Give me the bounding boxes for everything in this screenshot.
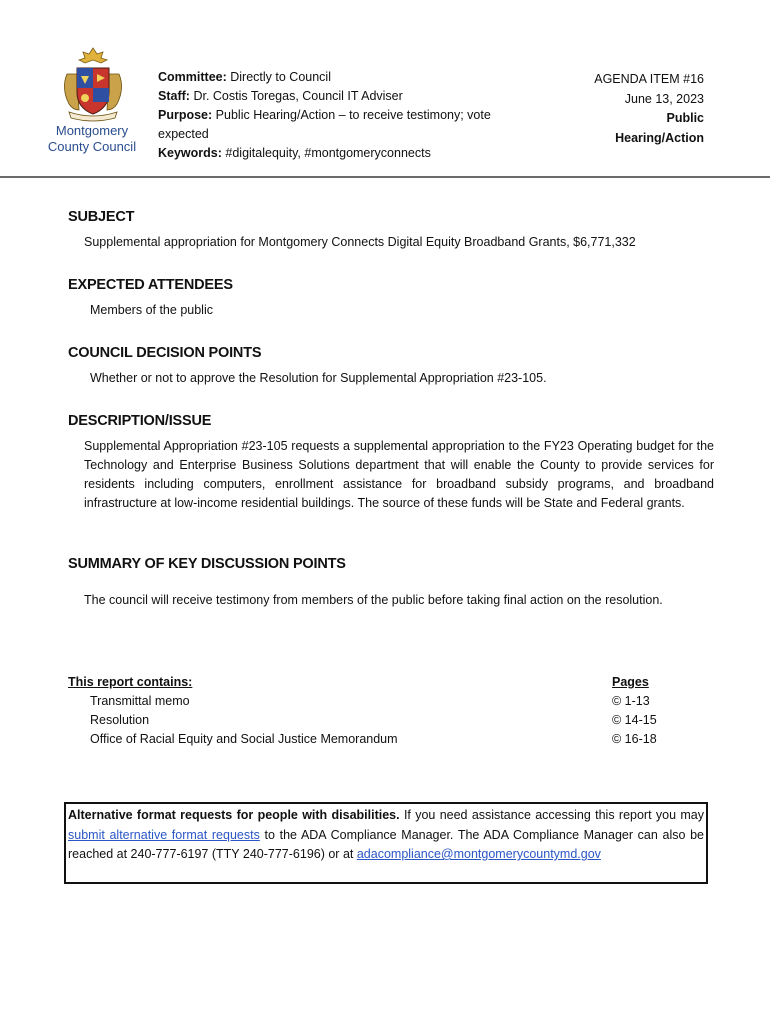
ada-notice-box — [64, 802, 708, 884]
subject-heading: SUBJECT — [68, 209, 135, 225]
list-item: © 16-18 — [612, 732, 657, 746]
summary-text: The council will receive testimony from members of the public before taking final action on the resolution. — [84, 593, 663, 607]
staff-line: Staff: Dr. Costis Toregas, Council IT Adviser — [158, 89, 403, 103]
attendees-text: Members of the public — [90, 303, 213, 317]
agenda-item-number: AGENDA ITEM #16 — [594, 72, 704, 86]
ada-text-after-link: to the ADA Compliance Manager. The ADA Compliance Manager can also be reached at 240-777-6197 (TTY 240-777-6196) or at — [68, 827, 704, 861]
summary-heading: SUMMARY OF KEY DISCUSSION POINTS — [68, 556, 346, 572]
ada-email-link[interactable]: adacompliance@montgomerycountymd.gov — [356, 847, 601, 861]
description-heading: DESCRIPTION/ISSUE — [68, 413, 212, 429]
agenda-date: June 13, 2023 — [624, 91, 704, 106]
attendees-section — [68, 277, 714, 320]
contents-list — [68, 692, 668, 749]
purpose-line: Purpose: Public Hearing/Action – to receive testimony; vote expected — [158, 108, 491, 141]
description-section — [68, 413, 714, 513]
report-pages — [612, 673, 657, 749]
list-item: Transmittal memo — [90, 694, 190, 708]
county-seal-icon — [57, 46, 129, 122]
pages-heading: Pages — [612, 675, 649, 689]
summary-section — [68, 556, 714, 610]
decision-section — [68, 345, 714, 388]
meeting-metadata — [158, 68, 518, 163]
report-contents — [68, 673, 668, 749]
attendees-heading: EXPECTED ATTENDEES — [68, 277, 233, 293]
document-header — [0, 0, 770, 180]
agenda-type-line1: Public — [666, 111, 704, 125]
list-item: Resolution — [90, 713, 150, 727]
subject-section — [68, 209, 714, 252]
description-text: Supplemental Appropriation #23-105 requests a supplemental appropriation to the FY23 Operating budget for the Technology and Enterprise Business Solutions department that will enable the County to provide services for residents including computers, enrollment assistance for broadband subsidy programs, and broadband infrastructure at low-income residential buildings. The source of these funds will be State and Federal grants. — [84, 439, 714, 510]
decision-text: Whether or not to approve the Resolution for Supplemental Appropriation #23-105. — [90, 371, 547, 385]
alternative-format-request-link[interactable]: submit alternative format requests — [68, 827, 260, 842]
agenda-info — [594, 70, 704, 148]
ada-text-before-link: If you need assistance accessing this report you may — [399, 808, 704, 822]
header-divider — [0, 176, 770, 178]
pages-list — [612, 692, 657, 749]
keywords-line: Keywords: #digitalequity, #montgomeryconnects — [158, 146, 431, 160]
list-item: © 1-13 — [612, 694, 650, 708]
contents-heading: This report contains: — [68, 675, 193, 689]
committee-line: Committee: Directly to Council — [158, 70, 331, 84]
list-item: Office of Racial Equity and Social Justice Memorandum — [90, 732, 398, 746]
decision-heading: COUNCIL DECISION POINTS — [68, 345, 262, 361]
subject-text: Supplemental appropriation for Montgomery Connects Digital Equity Broadband Grants, $6,771,332 — [84, 235, 636, 249]
council-name: Montgomery County Council — [47, 123, 137, 154]
list-item: © 14-15 — [612, 713, 657, 727]
ada-notice-title: Alternative format requests for people with disabilities. — [68, 808, 400, 822]
agenda-type-line2: Hearing/Action — [615, 130, 704, 145]
